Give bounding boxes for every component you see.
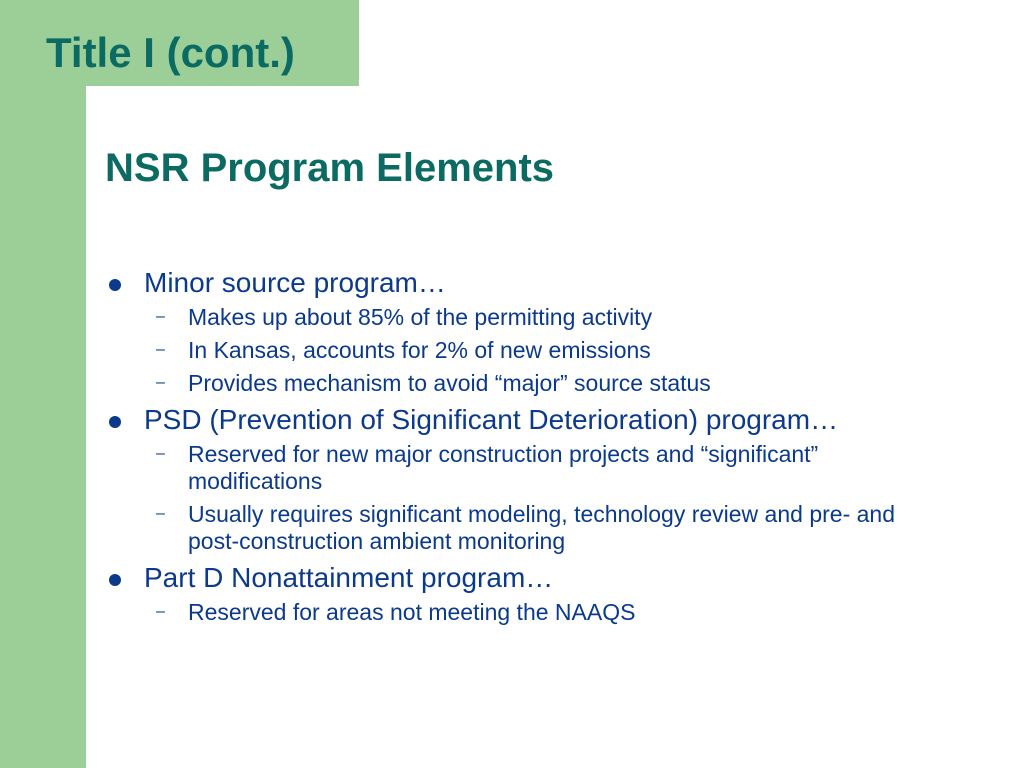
bullet-dot-icon [109, 416, 121, 428]
sub-bullet-text: In Kansas, accounts for 2% of new emissions [188, 337, 651, 363]
bullet-dot-icon [109, 279, 121, 291]
sub-bullet-text: Provides mechanism to avoid “major” source status [188, 370, 711, 396]
bullet-list [104, 266, 924, 632]
sub-bullet-text: Reserved for new major construction projects and “significant” modifications [188, 441, 819, 494]
bullet-dot-icon [109, 574, 121, 586]
sub-bullet-list [144, 439, 924, 555]
sub-bullet-text: Makes up about 85% of the permitting activity [188, 304, 653, 330]
sub-bullet-item [144, 499, 924, 555]
dash-icon: – [156, 308, 165, 325]
sub-bullet-item [144, 335, 924, 364]
bullet-item [104, 403, 924, 555]
dash-icon: – [156, 603, 165, 620]
sub-bullet-text: Usually requires significant modeling, technology review and pre- and post-construction ambient monitoring [188, 501, 895, 554]
sub-bullet-item [144, 368, 924, 397]
bullet-text: Minor source program… [144, 267, 446, 298]
bullet-item [104, 266, 924, 397]
bullet-text: Part D Nonattainment program… [144, 562, 554, 593]
sub-bullet-item [144, 302, 924, 331]
bullet-text: PSD (Prevention of Significant Deterioration) program… [144, 404, 839, 435]
bullet-item [104, 561, 924, 626]
sub-bullet-list [144, 302, 924, 397]
dash-icon: – [156, 505, 165, 522]
slide-title: Title I (cont.) [46, 29, 295, 76]
dash-icon: – [156, 374, 165, 391]
sub-bullet-item [144, 439, 924, 495]
sub-bullet-list [144, 597, 924, 626]
sub-bullet-item [144, 597, 924, 626]
slide-subtitle: NSR Program Elements [105, 146, 555, 190]
dash-icon: – [156, 445, 165, 462]
dash-icon: – [156, 341, 165, 358]
left-accent-band [0, 0, 86, 768]
sub-bullet-text: Reserved for areas not meeting the NAAQS [188, 599, 636, 625]
